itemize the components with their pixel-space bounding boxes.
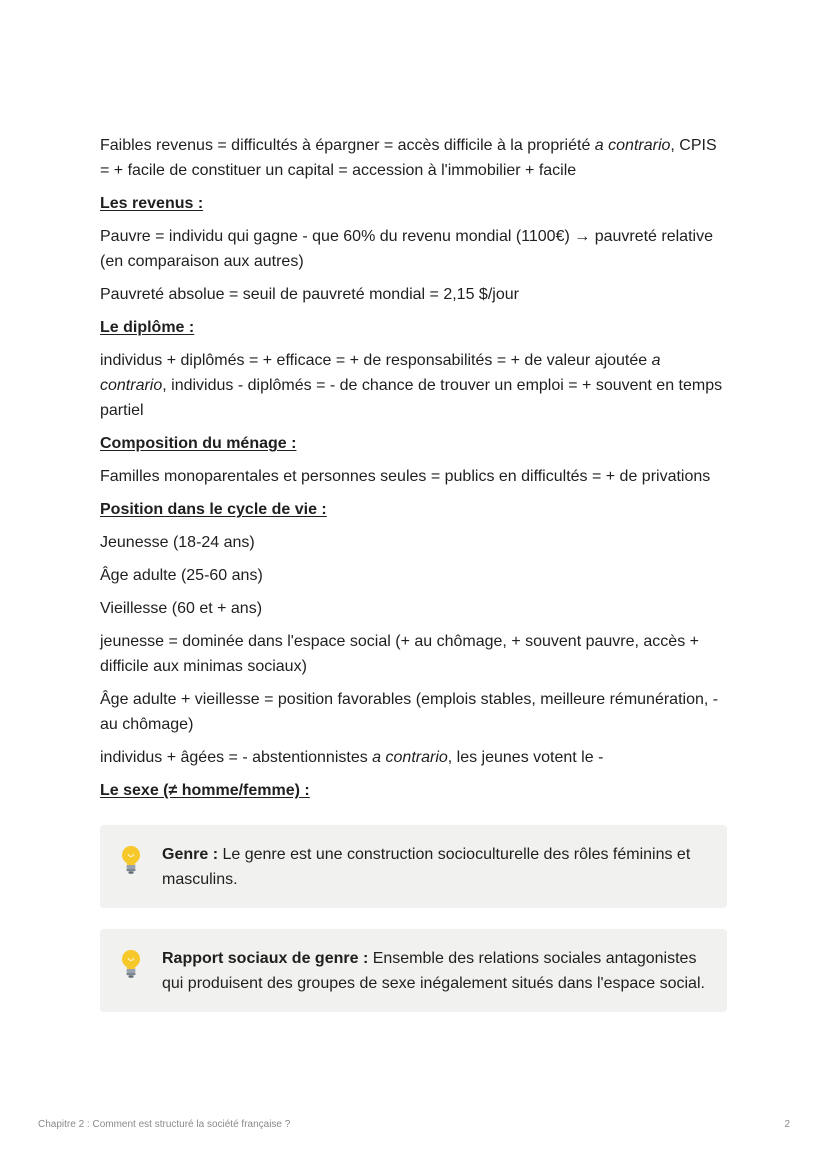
callout-rapport-sociaux (100, 929, 727, 1012)
callout-genre-text: Genre : Le genre est une construction socioculturelle des rôles féminins et masculins. (162, 846, 691, 888)
diplome-paragraph: individus + diplômés = + efficace = + de responsabilités = + de valeur ajoutée a contrario, individus - diplômés = - de chance de trouver un emploi = + souvent en temps partiel (100, 352, 723, 419)
cycle-paragraph-1: Jeunesse (18-24 ans) (100, 534, 255, 551)
heading-menage: Composition du ménage : (100, 435, 297, 452)
cycle-paragraph-6: individus + âgées = - abstentionnistes a contrario, les jeunes votent le - (100, 749, 604, 766)
revenus-paragraph-2: Pauvreté absolue = seuil de pauvreté mondial = 2,15 $/jour (100, 286, 519, 303)
footer-page-number: 2 (784, 1119, 790, 1130)
heading-sexe: Le sexe (≠ homme/femme) : (100, 782, 310, 799)
lightbulb-icon (119, 949, 143, 979)
cycle-paragraph-5: Âge adulte + vieillesse = position favorables (emplois stables, meilleure rémunération, - au chômage) (100, 691, 719, 733)
heading-diplome: Le diplôme : (100, 319, 195, 336)
cycle-paragraph-4: jeunesse = dominée dans l'espace social (+ au chômage, + souvent pauvre, accès + difficile aux minimas sociaux) (100, 633, 699, 675)
cycle-paragraph-2: Âge adulte (25-60 ans) (100, 567, 263, 584)
page-footer (38, 1119, 790, 1130)
heading-cycle-de-vie: Position dans le cycle de vie : (100, 501, 327, 518)
menage-paragraph: Familles monoparentales et personnes seules = publics en difficultés = + de privations (100, 468, 711, 485)
intro-paragraph: Faibles revenus = difficultés à épargner = accès difficile à la propriété a contrario, CPIS = + facile de constituer un capital = accession à l'immobilier + facile (100, 137, 717, 179)
revenus-paragraph-1: Pauvre = individu qui gagne - que 60% du revenu mondial (1100€) → pauvreté relative (en comparaison aux autres) (100, 228, 713, 270)
footer-chapter-title: Chapitre 2 : Comment est structuré la société française ? (38, 1119, 291, 1130)
callout-rapport-sociaux-text: Rapport sociaux de genre : Ensemble des relations sociales antagonistes qui produisent des groupes de sexe inégalement situés dans l'espace social. (162, 950, 705, 992)
lightbulb-icon (119, 845, 143, 875)
document-body (100, 133, 730, 1033)
cycle-paragraph-3: Vieillesse (60 et + ans) (100, 600, 263, 617)
heading-revenus: Les revenus : (100, 195, 204, 212)
callout-genre (100, 825, 727, 908)
